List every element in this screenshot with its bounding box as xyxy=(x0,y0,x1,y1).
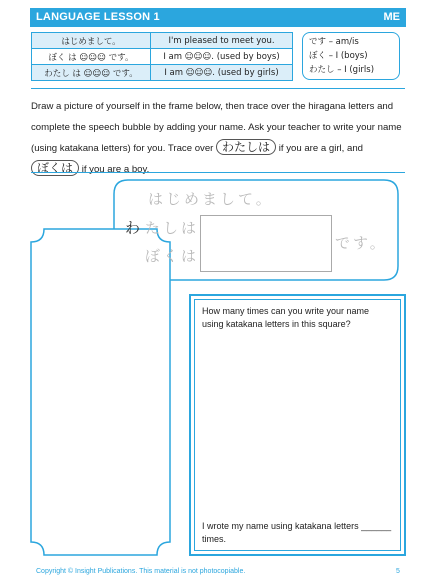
glossary-item: ぼく – I (boys) xyxy=(309,51,368,61)
vocab-english: I am ☺☺☺. (used by girls) xyxy=(151,65,293,81)
vocab-japanese: はじめまして。 xyxy=(32,33,151,49)
bubble-desu: です。 xyxy=(335,234,388,252)
trace-word-girl: わたしは xyxy=(216,139,276,155)
katakana-square[interactable] xyxy=(189,294,406,556)
bubble-greeting: はじめまして。 xyxy=(148,190,274,208)
portrait-frame xyxy=(31,229,170,555)
vocab-japanese: ぼく は ☺☺☺ です。 xyxy=(32,49,151,65)
square-answer: I wrote my name using katakana letters ______ times. xyxy=(202,521,392,544)
glossary-item: です – am/is xyxy=(309,37,359,47)
lesson-title: LANGUAGE LESSON 1 xyxy=(36,11,160,23)
vocab-english: I am ☺☺☺. (used by boys) xyxy=(151,49,293,65)
instructions-text: Draw a picture of yourself in the frame below, then trace over the hiragana letters and complete the speech bubble by adding your name. Ask your teacher to write your name (using katakana letters) for you. Trace over xyxy=(31,101,402,154)
vocab-english: I'm pleased to meet you. xyxy=(151,33,293,49)
bubble-watashi: たしは xyxy=(145,219,200,237)
name-box[interactable] xyxy=(200,215,332,272)
lesson-code: ME xyxy=(383,11,400,23)
bubble-watashi-first: わ xyxy=(125,219,141,237)
vocab-japanese: わたし は ☺☺☺ です。 xyxy=(32,65,151,81)
instructions-text: if you are a boy. xyxy=(81,164,150,175)
trace-word-boy: ぼくは xyxy=(31,160,79,176)
copyright: Copyright © Insight Publications. This material is not photocopiable. xyxy=(36,568,246,575)
page-number: 5 xyxy=(396,568,400,575)
glossary-item: わたし – I (girls) xyxy=(309,65,375,75)
katakana-square-inner xyxy=(194,299,401,551)
square-question: How many times can you write your name using katakana letters in this square? xyxy=(202,306,370,329)
bubble-boku: ぼくは xyxy=(145,247,200,265)
instructions-text: if you are a girl, and xyxy=(278,143,363,154)
